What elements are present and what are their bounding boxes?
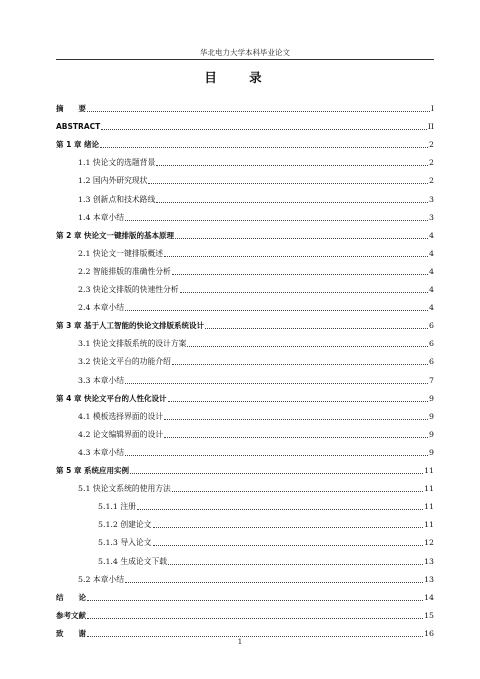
toc-entry-label: 2.1 快论文一键排版概述 [78, 248, 164, 258]
header-rule [56, 59, 434, 60]
toc-entry-page: 3 [429, 212, 434, 222]
toc-entry-label: 1.4 本章小结 [78, 212, 125, 222]
toc-dot-leader [153, 527, 424, 528]
toc-entry-label: 3.1 快论文排版系统的设计方案 [78, 339, 187, 349]
toc-entry-page: 2 [429, 176, 434, 186]
toc-entry[interactable] [78, 209, 434, 223]
toc-entry-page: 7 [429, 375, 434, 385]
toc-entry-label: 5.1.1 注册 [98, 502, 136, 512]
toc-entry-page: 4 [429, 230, 434, 240]
toc-entry-page: 9 [429, 411, 434, 421]
toc-entry-label: 4.2 论文编辑界面的设计 [78, 429, 164, 439]
toc-entry[interactable] [56, 390, 434, 404]
toc-entry-label: 3.3 本章小结 [78, 375, 125, 385]
toc-entry-label: 4.1 模板选择界面的设计 [78, 411, 164, 421]
toc-dot-leader [164, 419, 428, 420]
toc-entry-page: 13 [424, 556, 434, 566]
toc-entry-label: 5.1.4 生成论文下载 [98, 556, 168, 566]
toc-entry-page: 11 [424, 484, 434, 494]
toc-entry[interactable] [56, 625, 434, 639]
toc-entry[interactable] [78, 299, 434, 313]
toc-dot-leader [125, 310, 428, 311]
toc-dot-leader [148, 183, 428, 184]
toc-entry[interactable] [78, 172, 434, 186]
toc-dot-leader [164, 437, 428, 438]
toc-dot-leader [125, 582, 423, 583]
toc-entry-label: 1.2 国内外研究现状 [78, 176, 148, 186]
toc-entry-label: 第 2 章 快论文一键排版的基本原理 [56, 230, 175, 240]
toc-dot-leader [172, 274, 428, 275]
toc-entry[interactable] [78, 263, 434, 277]
toc-entry-label: 5.1 快论文系统的使用方法 [78, 484, 171, 494]
toc-entry-label: 致 谢 [56, 628, 86, 638]
toc-entry[interactable] [56, 317, 434, 331]
toc-entry-page: 15 [424, 610, 434, 620]
toc-entry-label: 第 4 章 快论文平台的人性化设计 [56, 393, 167, 403]
toc-entry-page: 2 [429, 140, 434, 150]
toc-dot-leader [100, 147, 428, 148]
toc-entry[interactable] [78, 154, 434, 168]
toc-entry[interactable] [78, 245, 434, 259]
toc-entry[interactable] [78, 408, 434, 422]
toc-entry-page: 11 [424, 520, 434, 530]
toc-entry[interactable] [98, 516, 434, 530]
toc-entry-label: 第 1 章 绪论 [56, 140, 100, 150]
toc-entry[interactable] [98, 498, 434, 512]
toc-entry-page: 9 [429, 429, 434, 439]
toc-title: 目 录 [204, 70, 276, 85]
toc-dot-leader [125, 383, 428, 384]
toc-entry-page: 14 [424, 592, 434, 602]
toc-entry-label: 4.3 本章小结 [78, 447, 125, 457]
toc-entry-label: 5.1.2 创建论文 [98, 520, 152, 530]
toc-entry[interactable] [78, 353, 434, 367]
toc-entry-page: 13 [424, 574, 434, 584]
toc-entry[interactable] [78, 571, 434, 585]
toc-entry-label: 摘 要 [56, 104, 86, 113]
toc-entry[interactable] [56, 136, 434, 150]
toc-entry[interactable] [78, 335, 434, 349]
toc-entry-page: 4 [429, 266, 434, 276]
toc-dot-leader [87, 636, 423, 637]
toc-entry-page: II [427, 122, 434, 132]
toc-entry-label: 结 论 [56, 592, 86, 602]
toc-entry-label: 第 5 章 系统应用实例 [56, 466, 130, 475]
toc-dot-leader [130, 473, 423, 474]
toc-entry-page: 12 [424, 538, 434, 548]
toc-dot-leader [168, 401, 428, 402]
toc-entry-page: 3 [429, 194, 434, 204]
toc-entry-label: ABSTRACT [56, 122, 101, 132]
toc-dot-leader [187, 346, 428, 347]
toc-entry[interactable] [56, 589, 434, 603]
toc-entry-label: 2.3 快论文排版的快速性分析 [78, 285, 179, 294]
toc-entry-page: 11 [424, 466, 434, 475]
toc-entry[interactable] [98, 534, 434, 548]
toc-entry[interactable] [56, 607, 434, 621]
toc-dot-leader [168, 564, 423, 565]
toc-dot-leader [164, 256, 428, 257]
toc-dot-leader [87, 600, 423, 601]
toc-dot-leader [172, 364, 428, 365]
toc-entry-label: 2.4 本章小结 [78, 303, 125, 313]
toc-entry-page: 6 [429, 321, 434, 331]
toc-dot-leader [87, 111, 430, 112]
toc-entry-label: 2.2 智能排版的准确性分析 [78, 266, 171, 276]
page-number: 1 [237, 638, 243, 646]
toc-entry-label: 5.2 本章小结 [78, 574, 125, 584]
toc-entry-label: 1.3 创新点和技术路线 [78, 194, 156, 204]
toc-entry-label: 1.1 快论文的选题背景 [78, 158, 156, 168]
toc-dot-leader [87, 618, 423, 619]
toc-entry-page: 4 [429, 248, 434, 258]
toc-entry-page: 6 [429, 357, 434, 367]
toc-entry[interactable] [56, 100, 434, 114]
toc-dot-leader [101, 129, 427, 130]
toc-entry-label: 3.2 快论文平台的功能介绍 [78, 357, 171, 367]
toc-entry-page: I [430, 104, 434, 113]
toc-entry[interactable] [78, 426, 434, 440]
toc-entry-page: 11 [424, 502, 434, 512]
toc-dot-leader [175, 238, 428, 239]
toc-dot-leader [205, 328, 428, 329]
toc-entry[interactable] [78, 281, 434, 295]
toc-entry[interactable] [78, 444, 434, 458]
toc-entry-label: 参考文献 [56, 610, 86, 620]
toc-entry[interactable] [78, 191, 434, 205]
toc-dot-leader [125, 455, 428, 456]
toc-entry-page: 4 [429, 285, 434, 294]
toc-entry-page: 2 [429, 158, 434, 168]
toc-entry-label: 第 3 章 基于人工智能的快论文排版系统设计 [56, 321, 205, 331]
toc-entry[interactable] [56, 227, 434, 241]
toc-dot-leader [172, 491, 423, 492]
toc-entry-page: 6 [429, 339, 434, 349]
toc-dot-leader [153, 545, 424, 546]
toc-entry-label: 5.1.3 导入论文 [98, 538, 152, 548]
toc-entry[interactable] [78, 480, 434, 494]
toc-entry-page: 9 [429, 393, 434, 403]
toc-entry-page: 9 [429, 447, 434, 457]
toc-entry[interactable] [98, 553, 434, 567]
toc-dot-leader [125, 220, 428, 221]
toc-dot-leader [156, 165, 428, 166]
toc-dot-leader [137, 509, 423, 510]
toc-entry[interactable] [56, 118, 434, 132]
toc-dot-leader [156, 202, 428, 203]
toc-entry-page: 16 [424, 628, 434, 638]
toc-entry[interactable] [56, 462, 434, 476]
running-header: 华北电力大学本科毕业论文 [200, 48, 290, 57]
toc-entry[interactable] [78, 372, 434, 386]
toc-dot-leader [180, 292, 428, 293]
toc-entry-page: 4 [429, 303, 434, 313]
